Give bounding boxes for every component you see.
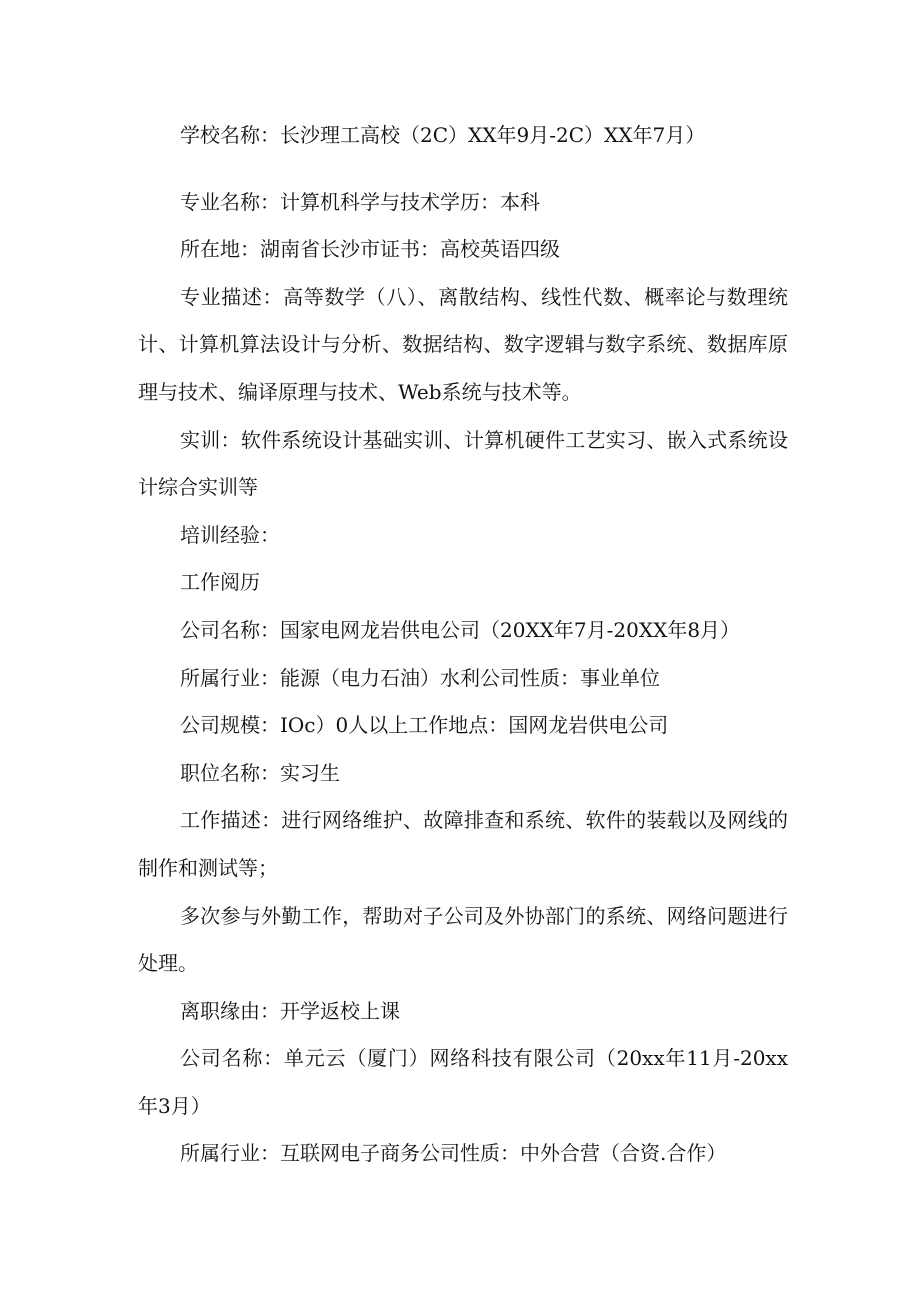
- training-experience-line: 培训经验：: [180, 522, 280, 547]
- leaving-reason-line: 离职缘由：开学返校上课: [180, 998, 400, 1023]
- position-line: 职位名称：实习生: [180, 760, 340, 785]
- school-name-line: 学校名称：长沙理工高校（2C）XX年9月-2C）XX年7月）: [180, 123, 706, 147]
- document-body: [138, 112, 788, 1178]
- work-history-heading: 工作阅历: [180, 570, 260, 595]
- location-line: 所在地：湖南省长沙市证书：高校英语四级: [180, 237, 560, 262]
- company-name-line-2: 公司名称：单元云（厦门）网络科技有限公司（20xx年11月-20xx年3月）: [138, 1046, 788, 1118]
- major-name-line: 专业名称：计算机科学与技术学历：本科: [180, 189, 540, 214]
- major-description-paragraph: 专业描述：高等数学（八）、离散结构、线性代数、概率论与数理统计、计算机算法设计与分析、数据结构、数字逻辑与数字系统、数据库原理与技术、编译原理与技术、Web系统与技术等。: [138, 284, 788, 404]
- company-scale-line: 公司规模：IOc）0人以上工作地点：国网龙岩供电公司: [180, 713, 669, 738]
- industry-line-1: 所属行业：能源（电力石油）水利公司性质：事业单位: [180, 665, 660, 690]
- job-description-paragraph: 工作描述：进行网络维护、故障排查和系统、软件的装载以及网线的制作和测试等；: [138, 808, 788, 880]
- training-paragraph: 实训：软件系统设计基础实训、计算机硬件工艺实习、嵌入式系统设计综合实训等: [138, 427, 788, 500]
- field-work-paragraph: 多次参与外勤工作，帮助对子公司及外协部门的系统、网络问题进行处理。: [138, 903, 788, 976]
- industry-line-2: 所属行业：互联网电子商务公司性质：中外合营（合资.合作）: [180, 1141, 727, 1166]
- company-name-line-1: 公司名称：国家电网龙岩供电公司（20XX年7月-20XX年8月）: [180, 617, 741, 642]
